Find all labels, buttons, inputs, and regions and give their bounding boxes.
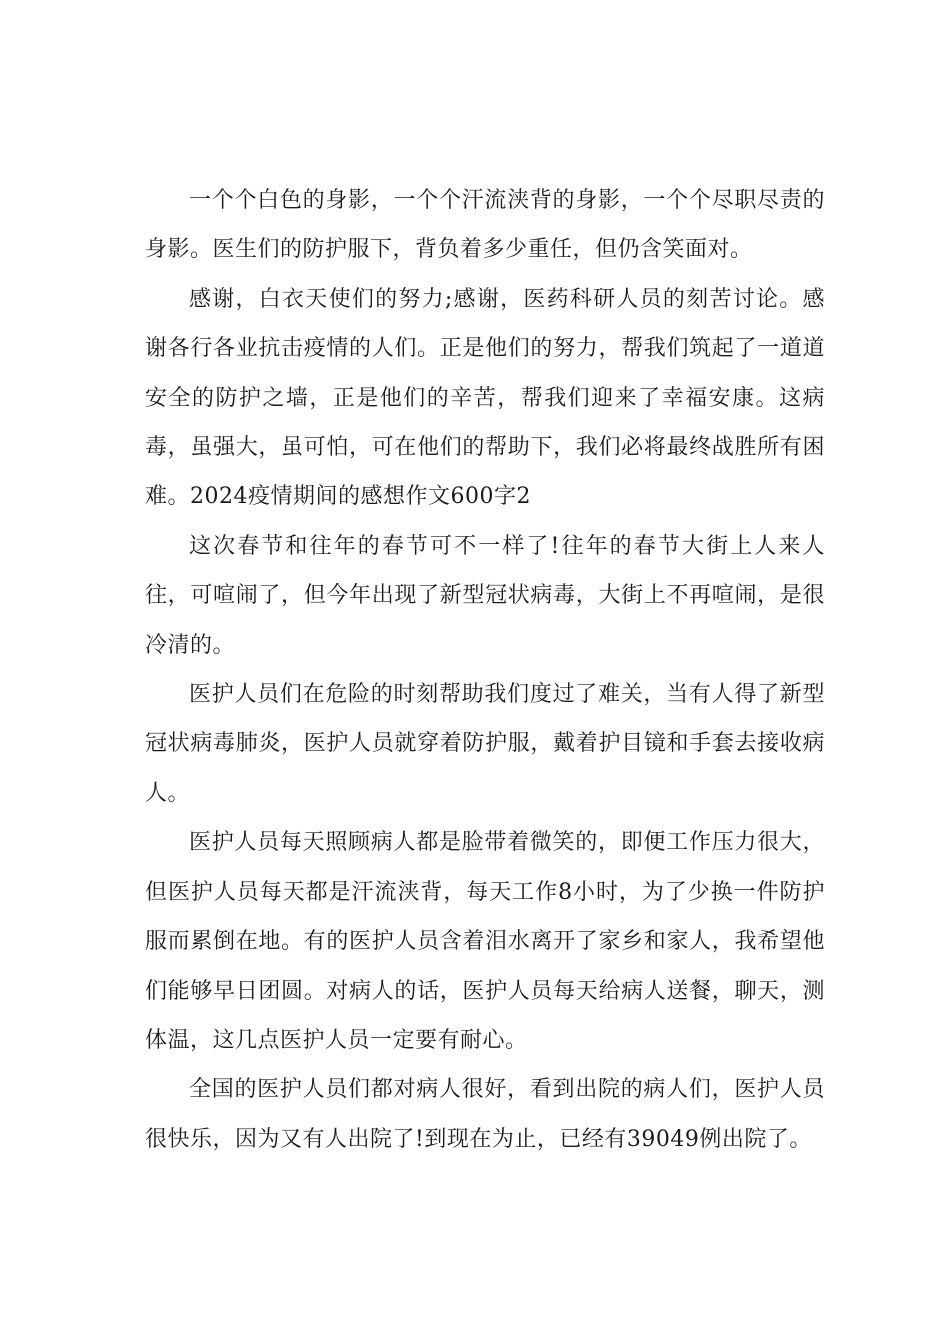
paragraph-6: 全国的医护人员们都对病人很好，看到出院的病人们，医护人员很快乐，因为又有人出院了!到现在为止，已经有39049例出院了。 xyxy=(145,1077,825,1152)
paragraph-2: 感谢，白衣天使们的努力;感谢，医药科研人员的刻苦讨论。感谢各行各业抗击疫情的人们。正是他们的努力，帮我们筑起了一道道安全的防护之墙，正是他们的辛苦，帮我们迎来了幸福安康。这病毒，虽强大，虽可怕，可在他们的帮助下，我们必将最终战胜所有困难。2024疫情期间的感想作文600字2 xyxy=(145,286,825,510)
paragraph-5: 医护人员每天照顾病人都是脸带着微笑的，即便工作压力很大，但医护人员每天都是汗流浃背，每天工作8小时，为了少换一件防护服而累倒在地。有的医护人员含着泪水离开了家乡和家人，我希望他们能够早日团圆。对病人的话，医护人员每天给病人送餐，聊天，测体温，这几点医护人员一定要有耐心。 xyxy=(145,830,825,1053)
paragraph-1: 一个个白色的身影，一个个汗流浃背的身影，一个个尽职尽责的身影。医生们的防护服下，背负着多少重任，但仍含笑面对。 xyxy=(145,188,825,263)
document-body xyxy=(145,176,825,1164)
paragraph-4: 医护人员们在危险的时刻帮助我们度过了难关，当有人得了新型冠状病毒肺炎，医护人员就穿着防护服，戴着护目镜和手套去接收病人。 xyxy=(145,682,825,806)
paragraph-3: 这次春节和往年的春节可不一样了!往年的春节大街上人来人往，可喧闹了，但今年出现了新型冠状病毒，大街上不再喧闹，是很冷清的。 xyxy=(145,533,825,658)
